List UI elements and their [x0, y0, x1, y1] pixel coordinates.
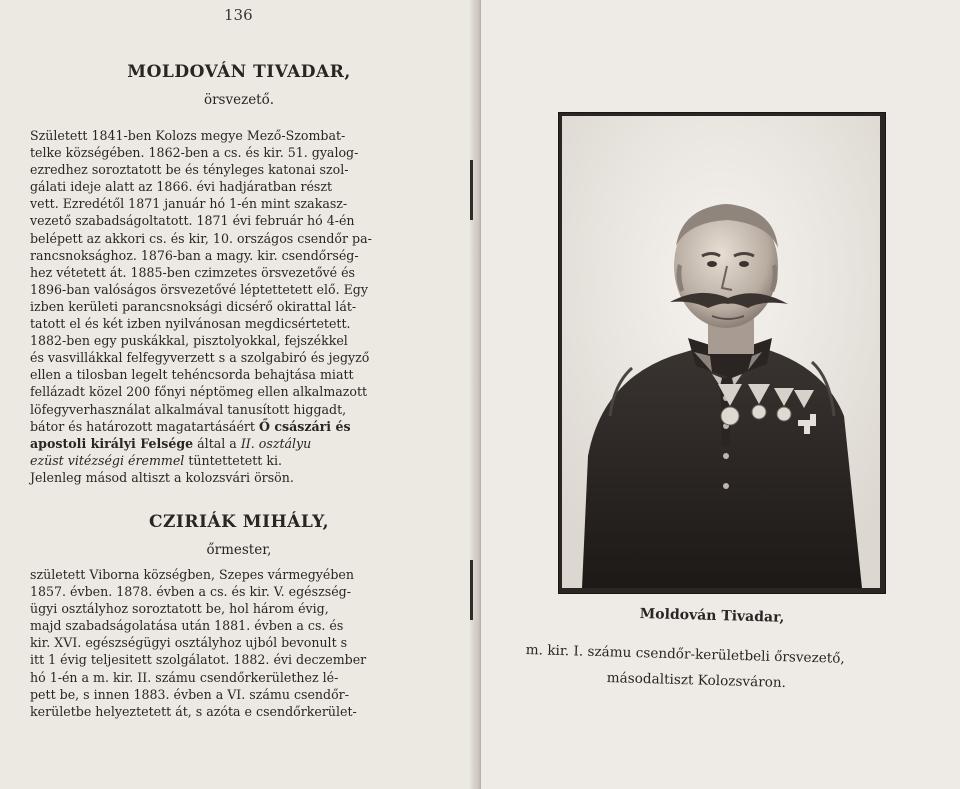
caption-name: Moldován Tivadar, [639, 606, 785, 626]
bio-line: tatott el és két izben nyilvánosan megdicsértetett. [30, 316, 351, 332]
bio-line: telke községében. 1862-ben a cs. és kir. 51. gyalog- [30, 145, 359, 161]
binding-mark [470, 560, 473, 620]
biography-ciriak [30, 566, 444, 720]
bio-line: vezető szabadságoltatott. 1871 évi február hó 4-én [30, 213, 355, 229]
bio-text: bátor és határozott magatartásáért [30, 418, 259, 434]
caption-line: másodaltiszt Kolozsváron. [606, 670, 787, 691]
bio-line: született Viborna községben, Szepes vármegyében [30, 567, 354, 582]
bio-line: Született 1841-ben Kolozs megye Mező-Szombat- [30, 128, 346, 143]
award-italic-text: II. osztályu [240, 435, 312, 451]
bio-text: tüntettetett ki. [184, 452, 283, 468]
portrait-photo [562, 116, 880, 588]
bio-text: által a [193, 435, 241, 451]
biography-moldovan [30, 127, 444, 486]
entry-rank-moldovan: örsvezető. [203, 92, 275, 108]
bio-line: kir. XVI. egészségügyi osztályhoz ujból bevonult s [30, 635, 348, 651]
bio-line-award [30, 435, 444, 452]
award-italic-text: ezüst vitézségi éremmel [30, 452, 185, 468]
bio-line: fellázadt közel 200 főnyi néptömeg ellen alkalmazott [30, 384, 368, 400]
page-number: 136 [224, 6, 253, 24]
bio-line: ügyi osztályhoz soroztatott be, hol három évig, [30, 601, 329, 617]
bio-line: rancsnoksághoz. 1876-ban a magy. kir. csendőrség- [30, 247, 359, 263]
bio-line: 1896-ban valóságos örsvezetővé léptettetett elő. Egy [30, 281, 368, 297]
binding-mark [470, 160, 473, 220]
bio-line: pett be, s innen 1883. évben a VI. számu csendőr- [30, 686, 349, 702]
bio-line: ezredhez soroztatott be és tényleges katonai szol- [30, 162, 349, 178]
caption-line: m. kir. I. számu csendőr-kerületbeli őrsvezető, [525, 642, 845, 667]
award-bold-text: apostoli királyi Felsége [30, 435, 194, 451]
bio-line-award [30, 418, 444, 435]
portrait-illustration [562, 116, 880, 588]
bio-line: belépett az akkori cs. és kir, 10. országos csendőr pa- [30, 230, 372, 246]
entry-rank-ciriak: őrmester, [206, 542, 272, 558]
bio-line: löfegyverhasználat alkalmával tanusított higgadt, [30, 401, 347, 417]
bio-line: ellen a tilosban legelt tehéncsorda behajtása miatt [30, 367, 354, 383]
bio-line: itt 1 évig teljesitett szolgálatot. 1882. évi deczember [30, 652, 367, 668]
bio-line: kerületbe helyeztetett át, s azóta e csendőrkerület- [30, 703, 357, 719]
bio-line: hez vétetett át. 1885-ben czimzetes örsvezetővé és [30, 264, 356, 280]
bio-line: gálati ideje alatt az 1866. évi hadjáratban részt [30, 179, 333, 195]
left-page [0, 0, 478, 789]
bio-line: majd szabadságolatása után 1881. évben a cs. és [30, 618, 344, 634]
bio-line: 1882-ben egy puskákkal, pisztolyokkal, fejszékkel [30, 333, 348, 349]
bio-line: 1857. évben. 1878. évben a cs. és kir. V. egészség- [30, 584, 351, 600]
bio-line: Jelenleg másod altiszt a kolozsvári örsön. [30, 469, 294, 485]
bio-line: hó 1-én a m. kir. II. számu csendőrkerülethez lé- [30, 669, 339, 685]
award-bold-text: Ő császári és [258, 418, 351, 434]
entry-name-moldovan: MOLDOVÁN TIVADAR, [127, 62, 351, 82]
bio-line-award [30, 452, 444, 469]
bio-line: vett. Ezredétől 1871 január hó 1-én mint szakasz- [30, 196, 348, 212]
entry-name-ciriak: CZIRIÁK MIHÁLY, [148, 512, 330, 532]
bio-line: és vasvillákkal felfegyverzett s a szolgabiró és jegyző [30, 350, 370, 366]
bio-line: izben kerületi parancsnoksági dicsérő okirattal lát- [30, 298, 357, 314]
